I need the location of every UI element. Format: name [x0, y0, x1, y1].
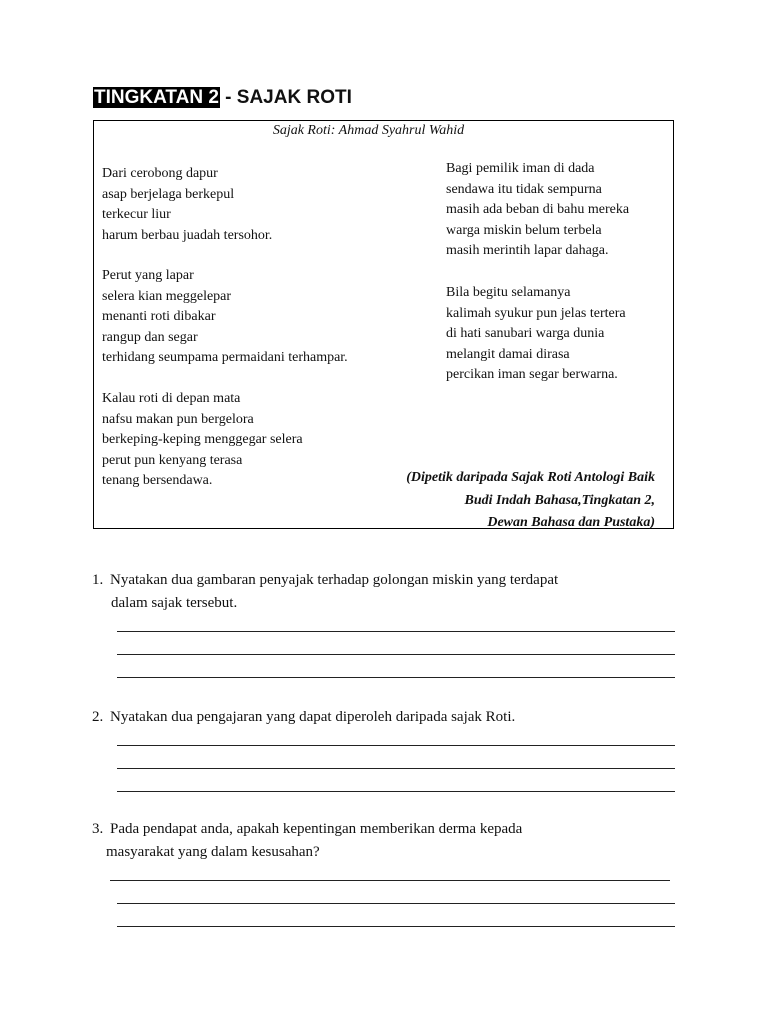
question-number: 3. — [92, 821, 104, 837]
question-number: 2. — [92, 709, 104, 725]
poem-title: Sajak Roti: Ahmad Syahrul Wahid — [272, 123, 465, 138]
question-text: Nyatakan dua gambaran penyajak terhadap golongan miskin yang terdapat — [110, 572, 559, 588]
question-text: dalam sajak tersebut. — [111, 595, 238, 611]
page-heading — [93, 86, 352, 110]
question-text: Nyatakan dua pengajaran yang dapat diperoleh daripada sajak Roti. — [110, 709, 516, 725]
poem-line: percikan iman segar berwarna. — [446, 367, 618, 383]
poem-line: berkeping-keping menggegar selera — [102, 432, 303, 448]
poem-line: Perut yang lapar — [102, 268, 194, 283]
left-stanza-2 — [102, 266, 348, 369]
heading-rest: - SAJAK ROTI — [219, 87, 352, 108]
poem-line: Dari cerobong dapur — [102, 166, 218, 181]
poem-line: terkecur liur — [102, 207, 171, 223]
poem-line: Bila begitu selamanya — [446, 285, 571, 300]
question-text: Pada pendapat anda, apakah kepentingan memberikan derma kepada — [110, 821, 523, 837]
answer-line[interactable] — [117, 654, 675, 655]
answer-line[interactable] — [110, 880, 670, 881]
answer-line[interactable] — [117, 791, 675, 792]
poem-line: Kalau roti di depan mata — [102, 391, 241, 406]
poem-line: tenang bersendawa. — [102, 473, 213, 489]
answer-line[interactable] — [117, 926, 675, 927]
question-1 — [92, 569, 558, 615]
left-stanza-3 — [102, 389, 303, 492]
right-stanza-2 — [446, 283, 626, 386]
right-stanza-1 — [446, 159, 629, 262]
question-3 — [92, 818, 522, 864]
poem-source — [406, 467, 655, 535]
poem-line: asap berjelaga berkepul — [102, 186, 235, 202]
poem-box — [93, 120, 674, 529]
poem-line: warga miskin belum terbela — [446, 222, 602, 238]
question-2 — [92, 706, 515, 729]
poem-line: Bagi pemilik iman di dada — [446, 161, 595, 176]
poem-line: masih ada beban di bahu mereka — [446, 202, 630, 218]
poem-line: masih merintih lapar dahaga. — [446, 243, 609, 259]
heading-highlight: TINGKATAN 2 — [94, 87, 219, 108]
poem-line: terhidang seumpama permaidani terhampar. — [102, 350, 348, 366]
answer-line[interactable] — [117, 768, 675, 769]
left-stanza-1 — [102, 164, 272, 246]
poem-line: harum berbau juadah tersohor. — [102, 227, 273, 243]
poem-line: selera kian meggelepar — [102, 288, 232, 304]
poem-line: di hati sanubari warga dunia — [446, 326, 605, 342]
source-line: Budi Indah Bahasa,Tingkatan 2, — [464, 492, 655, 508]
poem-line: kalimah syukur pun jelas tertera — [446, 305, 626, 321]
poem-line: melangit damai dirasa — [446, 346, 570, 362]
poem-line: sendawa itu tidak sempurna — [446, 181, 602, 197]
poem-line: menanti roti dibakar — [102, 309, 216, 325]
question-number: 1. — [92, 572, 104, 588]
answer-line[interactable] — [117, 677, 675, 678]
poem-line: perut pun kenyang terasa — [102, 452, 243, 468]
source-line: (Dipetik daripada Sajak Roti Antologi Baik — [406, 470, 655, 485]
poem-line: rangup dan segar — [102, 329, 198, 345]
source-line: Dewan Bahasa dan Pustaka) — [487, 515, 655, 530]
question-text: masyarakat yang dalam kesusahan? — [106, 844, 320, 860]
answer-line[interactable] — [117, 745, 675, 746]
poem-line: nafsu makan pun bergelora — [102, 411, 254, 427]
answer-line[interactable] — [117, 903, 675, 904]
answer-line[interactable] — [117, 631, 675, 632]
